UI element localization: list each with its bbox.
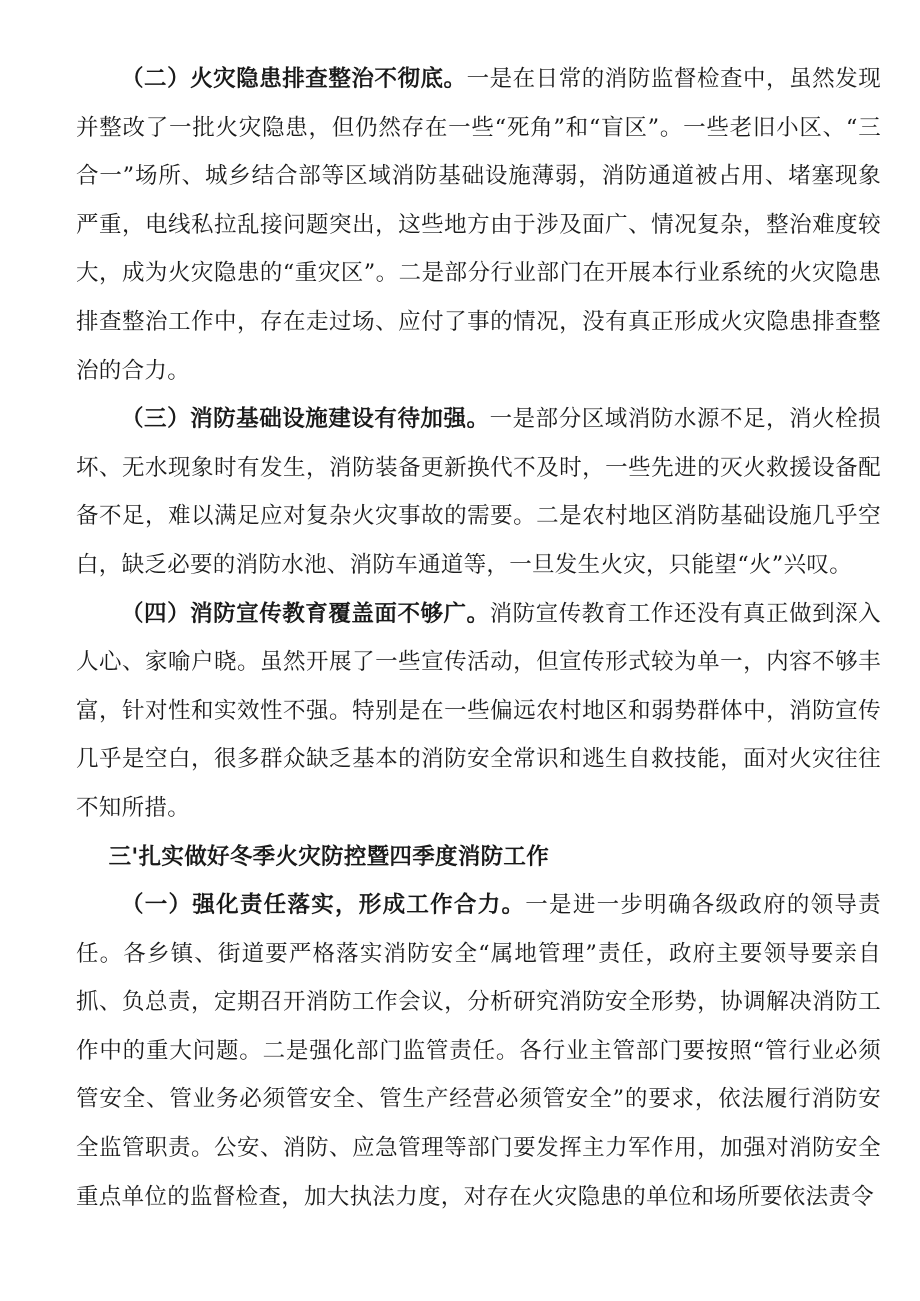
paragraph-lead: （一）强化责任落实，形成工作合力。 [121, 892, 526, 919]
paragraph-text: 一是部分区域消防水源不足，消火栓损坏、无水现象时有发生，消防装备更新换代不及时，一些先进的灭火救援设备配备不足，难以满足应对复杂火灾事故的需要。二是农村地区消防基础设施几乎空白，缺乏必要的消防水池、消防车通道等，一旦发生火灾，只能望“火”兴叹。 [76, 406, 881, 578]
paragraph-lead: （四）消防宣传教育覆盖面不够广。 [121, 600, 490, 627]
paragraph-text: 消防宣传教育工作还没有真正做到深入人心、家喻户晓。虽然开展了一些宣传活动，但宣传形式较为单一，内容不够丰富，针对性和实效性不强。特别是在一些偏远农村地区和弱势群体中，消防宣传几乎是空白，很多群众缺乏基本的消防安全常识和逃生自救技能，面对火灾往往不知所措。 [76, 600, 881, 821]
paragraph-fire-infrastructure [76, 395, 881, 589]
section-heading: 三'扎实做好冬季火灾防控暨四季度消防工作 [108, 843, 550, 870]
paragraph-text: 一是在日常的消防监督检查中，虽然发现并整改了一批火灾隐患，但仍然存在一些“死角”和“盲区”。一些老旧小区、“三合一”场所、城乡结合部等区域消防基础设施薄弱，消防通道被占用、堵塞现象严重，电线私拉乱接问题突出，这些地方由于涉及面广、情况复杂，整治难度较大，成为火灾隐患的“重灾区”。二是部分行业部门在开展本行业系统的火灾隐患排查整治工作中，存在走过场、应付了事的情况，没有真正形成火灾隐患排查整治的合力。 [76, 66, 881, 384]
document-body [76, 55, 881, 1221]
paragraph-lead: （三）消防基础设施建设有待加强。 [121, 406, 490, 433]
paragraph-responsibility [76, 881, 881, 1221]
paragraph-lead: （二）火灾隐患排查整治不彻底。 [121, 66, 467, 92]
paragraph-text: 一是进一步明确各级政府的领导责任。各乡镇、街道要严格落实消防安全“属地管理”责任，政府主要领导要亲自抓、负总责，定期召开消防工作会议，分析研究消防安全形势，协调解决消防工作中的重大问题。二是强化部门监管责任。各行业主管部门要按照“管行业必须管安全、管业务必须管安全、管生产经营必须管安全”的要求，依法履行消防安全监管职责。公安、消防、应急管理等部门要发挥主力军作用，加强对消防安全重点单位的监督检查，加大执法力度，对存在火灾隐患的单位和场所要依法责令 [76, 892, 881, 1210]
paragraph-fire-education [76, 590, 881, 833]
paragraph-fire-hazard-inspection [76, 55, 881, 395]
